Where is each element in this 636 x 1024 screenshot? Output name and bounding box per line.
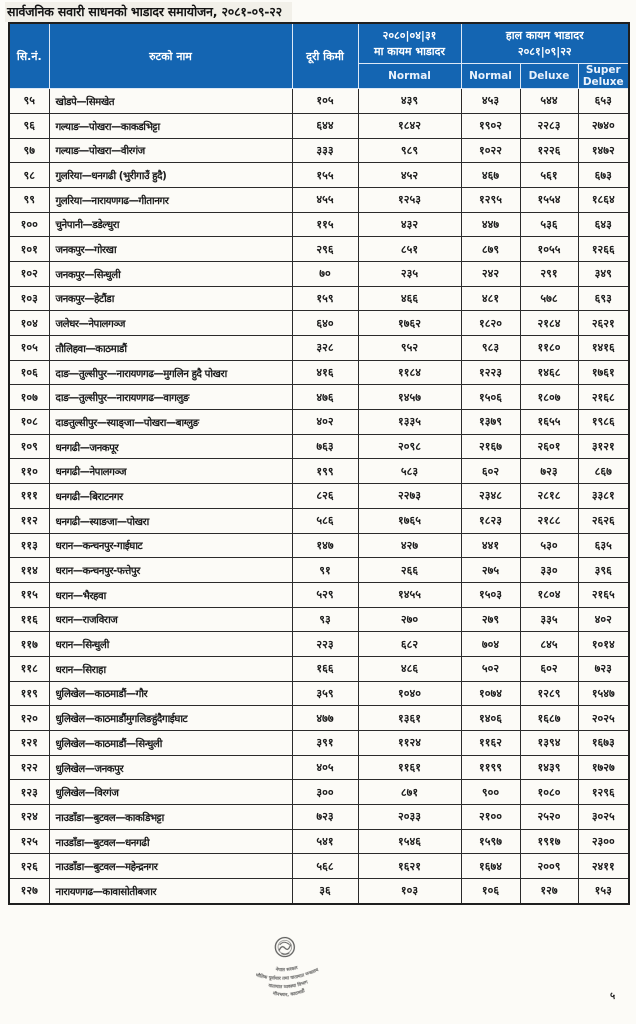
sn-cell: ११५: [9, 582, 49, 607]
deluxe-fare-cell: ११८०: [520, 336, 578, 361]
distance-cell: २२३: [292, 632, 358, 657]
route-cell: गुलरिया—धनगढी (भुरीगाउँ हुदै): [49, 163, 292, 188]
old-normal-fare-cell: १३६१: [358, 706, 461, 731]
sn-cell: ९९: [9, 187, 49, 212]
col-header-route: रुटको नाम: [49, 23, 292, 89]
old-normal-fare-cell: १०४०: [358, 681, 461, 706]
old-normal-fare-cell: ४३२: [358, 212, 461, 237]
deluxe-fare-cell: ७२३: [520, 459, 578, 484]
normal-fare-cell: १०७४: [461, 681, 520, 706]
sn-cell: ९८: [9, 163, 49, 188]
old-normal-fare-cell: १०३: [358, 879, 461, 904]
sn-cell: ११८: [9, 656, 49, 681]
sn-cell: १२५: [9, 829, 49, 854]
deluxe-fare-cell: १८०७: [520, 385, 578, 410]
table-row: [9, 311, 629, 336]
distance-cell: १६६: [292, 656, 358, 681]
super-deluxe-fare-cell: ८६७: [578, 459, 629, 484]
old-normal-fare-cell: २७०: [358, 607, 461, 632]
distance-cell: २९६: [292, 237, 358, 262]
stamp-line-2: भौतिक पूर्वाधार तथा यातायात मन्त्रालय: [254, 967, 320, 982]
old-normal-fare-cell: २०९८: [358, 434, 461, 459]
table-row: [9, 484, 629, 509]
deluxe-fare-cell: ६०२: [520, 656, 578, 681]
super-deluxe-fare-cell: १७६१: [578, 360, 629, 385]
deluxe-fare-cell: १२८९: [520, 681, 578, 706]
stamp-emblem-icon: [275, 937, 296, 958]
deluxe-fare-cell: २६०१: [520, 434, 578, 459]
deluxe-fare-cell: १३९४: [520, 731, 578, 756]
super-deluxe-fare-cell: २३००: [578, 829, 629, 854]
table-row: [9, 261, 629, 286]
sn-cell: १०७: [9, 385, 49, 410]
super-deluxe-fare-cell: १८६४: [578, 187, 629, 212]
normal-fare-cell: ४६७: [461, 163, 520, 188]
route-cell: धरान—राजविराज: [49, 607, 292, 632]
table-row: [9, 385, 629, 410]
old-normal-fare-cell: ४२७: [358, 533, 461, 558]
normal-fare-cell: १३७९: [461, 410, 520, 435]
old-normal-fare-cell: १४५७: [358, 385, 461, 410]
sn-cell: १२६: [9, 854, 49, 879]
normal-fare-cell: १०२२: [461, 138, 520, 163]
table-row: [9, 360, 629, 385]
distance-cell: ९३: [292, 607, 358, 632]
table-row: [9, 212, 629, 237]
super-deluxe-fare-cell: २६२६: [578, 508, 629, 533]
normal-fare-cell: १२९५: [461, 187, 520, 212]
distance-cell: ३००: [292, 780, 358, 805]
sn-cell: १०६: [9, 360, 49, 385]
sn-cell: १२४: [9, 805, 49, 830]
deluxe-fare-cell: ३३५: [520, 607, 578, 632]
normal-fare-cell: १८२०: [461, 311, 520, 336]
route-cell: नाउडाँडा—बुटवल—धनगढी: [49, 829, 292, 854]
distance-cell: ५२९: [292, 582, 358, 607]
deluxe-fare-cell: १६८७: [520, 706, 578, 731]
old-normal-fare-cell: १३३५: [358, 410, 461, 435]
route-cell: जलेधर—नेपालगञ्ज: [49, 311, 292, 336]
sn-cell: ११२: [9, 508, 49, 533]
deluxe-fare-cell: १४३९: [520, 755, 578, 780]
normal-fare-cell: १२२३: [461, 360, 520, 385]
normal-fare-cell: १५०६: [461, 385, 520, 410]
sn-cell: १२२: [9, 755, 49, 780]
normal-fare-cell: ९००: [461, 780, 520, 805]
deluxe-fare-cell: ३३०: [520, 558, 578, 583]
route-cell: धनगढी—बिराटनगर: [49, 484, 292, 509]
route-cell: खोडपे—सिमखेत: [49, 89, 292, 114]
fare-table-body: [9, 89, 629, 904]
distance-cell: ३३३: [292, 138, 358, 163]
sn-cell: ९५: [9, 89, 49, 114]
distance-cell: ११५: [292, 212, 358, 237]
old-normal-fare-cell: १८४२: [358, 113, 461, 138]
sn-cell: ११६: [9, 607, 49, 632]
table-row: [9, 434, 629, 459]
normal-fare-cell: २१६७: [461, 434, 520, 459]
old-normal-fare-cell: ४३९: [358, 89, 461, 114]
table-row: [9, 138, 629, 163]
deluxe-fare-cell: ५३६: [520, 212, 578, 237]
distance-cell: ५४१: [292, 829, 358, 854]
route-cell: धरान—सिराहा: [49, 656, 292, 681]
route-cell: धनगढी—जनकपूर: [49, 434, 292, 459]
deluxe-fare-cell: ५४४: [520, 89, 578, 114]
distance-cell: १५९: [292, 286, 358, 311]
normal-fare-cell: २७५: [461, 558, 520, 583]
route-cell: गल्याङ—पोखरा—वीरगंज: [49, 138, 292, 163]
deluxe-fare-cell: १५५४: [520, 187, 578, 212]
sn-cell: १०३: [9, 286, 49, 311]
table-row: [9, 187, 629, 212]
distance-cell: ४०५: [292, 755, 358, 780]
normal-fare-cell: २७९: [461, 607, 520, 632]
table-row: [9, 780, 629, 805]
route-cell: नारायणगढ—कावासोतीबजार: [49, 879, 292, 904]
distance-cell: ८२६: [292, 484, 358, 509]
normal-fare-cell: १५०३: [461, 582, 520, 607]
super-deluxe-fare-cell: १९८६: [578, 410, 629, 435]
route-cell: जनकपुर—गोरखा: [49, 237, 292, 262]
super-deluxe-fare-cell: ३३८१: [578, 484, 629, 509]
distance-cell: ९१: [292, 558, 358, 583]
distance-cell: १५५: [292, 163, 358, 188]
normal-fare-cell: ४५३: [461, 89, 520, 114]
route-cell: धुलिखेल—काठमाडौंमुगलिङहुंदैगाईघाट: [49, 706, 292, 731]
official-stamp: [247, 931, 327, 1013]
deluxe-fare-cell: १४६८: [520, 360, 578, 385]
col-header-old-fare-group: [358, 23, 461, 64]
old-normal-fare-cell: २२७३: [358, 484, 461, 509]
route-cell: धुलिखेल—काठमाडौं—गौर: [49, 681, 292, 706]
normal-fare-cell: १५९७: [461, 829, 520, 854]
old-normal-fare-cell: ८७१: [358, 780, 461, 805]
old-normal-fare-cell: २६६: [358, 558, 461, 583]
old-normal-fare-cell: ४५२: [358, 163, 461, 188]
route-cell: धनगढी—स्याङजा—पोखरा: [49, 508, 292, 533]
distance-cell: ७६३: [292, 434, 358, 459]
old-normal-fare-cell: १४५५: [358, 582, 461, 607]
table-row: [9, 336, 629, 361]
page-title: सार्वजनिक सवारी साधनको भाडादर समायोजन, २०८१-०९-२२: [5, 2, 292, 22]
old-normal-fare-cell: ४८६: [358, 656, 461, 681]
table-row: [9, 558, 629, 583]
table-row: [9, 681, 629, 706]
super-deluxe-fare-cell: २४११: [578, 854, 629, 879]
route-cell: धरान—कन्चनपुर-फत्तेपुर: [49, 558, 292, 583]
old-normal-fare-cell: ११६१: [358, 755, 461, 780]
normal-fare-cell: १०६: [461, 879, 520, 904]
sn-cell: १०५: [9, 336, 49, 361]
old-normal-fare-cell: १६२१: [358, 854, 461, 879]
sn-cell: ११९: [9, 681, 49, 706]
super-deluxe-fare-cell: ४०२: [578, 607, 629, 632]
normal-fare-cell: ४८१: [461, 286, 520, 311]
super-deluxe-fare-cell: १२६६: [578, 237, 629, 262]
sn-cell: ९६: [9, 113, 49, 138]
deluxe-fare-cell: ५६१: [520, 163, 578, 188]
normal-fare-cell: ८७९: [461, 237, 520, 262]
old-fare-caption: मा कायम भाडादर: [374, 44, 445, 58]
normal-fare-cell: ६०२: [461, 459, 520, 484]
table-row: [9, 879, 629, 904]
old-normal-fare-cell: ४६६: [358, 286, 461, 311]
route-cell: धुलिखेल—विरगंज: [49, 780, 292, 805]
super-deluxe-fare-cell: २१६८: [578, 385, 629, 410]
table-row: [9, 632, 629, 657]
deluxe-fare-cell: १८०४: [520, 582, 578, 607]
route-cell: धुलिखेल—जनकपुर: [49, 755, 292, 780]
old-normal-fare-cell: ११२४: [358, 731, 461, 756]
route-cell: दाङ—तुल्सीपुर—नारायणगढ—वागलुङ: [49, 385, 292, 410]
super-deluxe-fare-cell: २१६५: [578, 582, 629, 607]
fare-table: [8, 22, 630, 905]
col-header-normal: Normal: [461, 64, 520, 89]
sn-cell: १०१: [9, 237, 49, 262]
sn-cell: १०४: [9, 311, 49, 336]
route-cell: धरान—भैरहवा: [49, 582, 292, 607]
super-deluxe-fare-cell: ६७३: [578, 163, 629, 188]
deluxe-fare-cell: १६५५: [520, 410, 578, 435]
table-row: [9, 805, 629, 830]
sn-cell: १००: [9, 212, 49, 237]
sn-cell: ११४: [9, 558, 49, 583]
old-normal-fare-cell: ९८९: [358, 138, 461, 163]
table-row: [9, 656, 629, 681]
old-normal-fare-cell: १७६५: [358, 508, 461, 533]
normal-fare-cell: १८२३: [461, 508, 520, 533]
normal-fare-cell: ५०२: [461, 656, 520, 681]
route-cell: नाउडाँडा—बुटवल—महेन्द्रनगर: [49, 854, 292, 879]
super-deluxe-fare-cell: १२९६: [578, 780, 629, 805]
deluxe-fare-cell: २१८४: [520, 311, 578, 336]
distance-cell: ७०: [292, 261, 358, 286]
distance-cell: ३९१: [292, 731, 358, 756]
super-deluxe-fare-cell: १५३: [578, 879, 629, 904]
super-deluxe-fare-cell: २०२५: [578, 706, 629, 731]
deluxe-fare-cell: २१८८: [520, 508, 578, 533]
route-cell: दाङ—तुल्सीपुर—नारायणगढ—मुगलिन हुदै पोखरा: [49, 360, 292, 385]
distance-cell: १९९: [292, 459, 358, 484]
normal-fare-cell: ७०४: [461, 632, 520, 657]
sn-cell: १०९: [9, 434, 49, 459]
normal-fare-cell: ४४७: [461, 212, 520, 237]
super-deluxe-fare-cell: १४१६: [578, 336, 629, 361]
deluxe-fare-cell: १०५५: [520, 237, 578, 262]
super-deluxe-fare-cell: ७२३: [578, 656, 629, 681]
table-row: [9, 755, 629, 780]
super-deluxe-fare-cell: ६९३: [578, 286, 629, 311]
distance-cell: ७२३: [292, 805, 358, 830]
route-cell: चुनेपानी—डडेल्धुरा: [49, 212, 292, 237]
normal-fare-cell: ११९९: [461, 755, 520, 780]
new-fare-caption: हाल कायम भाडादर: [505, 28, 584, 42]
route-cell: धुलिखेल—काठमाडौं—सिन्धुली: [49, 731, 292, 756]
table-row: [9, 163, 629, 188]
distance-cell: ४७७: [292, 706, 358, 731]
route-cell: नाउडाँडा—बुटवल—काकडिभट्टा: [49, 805, 292, 830]
deluxe-fare-cell: १०८०: [520, 780, 578, 805]
sn-cell: ९७: [9, 138, 49, 163]
new-fare-date: २०८१|०९|२२: [517, 44, 572, 58]
super-deluxe-fare-cell: १०१४: [578, 632, 629, 657]
old-normal-fare-cell: ११८४: [358, 360, 461, 385]
normal-fare-cell: १९०२: [461, 113, 520, 138]
table-row: [9, 854, 629, 879]
normal-fare-cell: ११६२: [461, 731, 520, 756]
super-deluxe-fare-cell: १७२७: [578, 755, 629, 780]
col-header-deluxe: Deluxe: [520, 64, 578, 89]
super-deluxe-fare-cell: ३०२५: [578, 805, 629, 830]
distance-cell: १०५: [292, 89, 358, 114]
deluxe-fare-cell: १२७: [520, 879, 578, 904]
stamp-line-4: मीनभवन, काठमाडौं: [272, 989, 306, 999]
super-deluxe-fare-cell: ६३५: [578, 533, 629, 558]
normal-fare-cell: ४४१: [461, 533, 520, 558]
distance-cell: ६४०: [292, 311, 358, 336]
table-row: [9, 237, 629, 262]
old-normal-fare-cell: ६८२: [358, 632, 461, 657]
sn-cell: ११०: [9, 459, 49, 484]
super-deluxe-fare-cell: १५४७: [578, 681, 629, 706]
deluxe-fare-cell: १२२६: [520, 138, 578, 163]
sn-cell: १०८: [9, 410, 49, 435]
sn-cell: १२३: [9, 780, 49, 805]
col-header-super-deluxe: Super Deluxe: [578, 64, 629, 89]
table-row: [9, 607, 629, 632]
sn-cell: ११३: [9, 533, 49, 558]
normal-fare-cell: १६७४: [461, 854, 520, 879]
table-row: [9, 113, 629, 138]
table-row: [9, 89, 629, 114]
table-row: [9, 829, 629, 854]
table-row: [9, 582, 629, 607]
super-deluxe-fare-cell: ३१२१: [578, 434, 629, 459]
deluxe-fare-cell: १९१७: [520, 829, 578, 854]
old-normal-fare-cell: १२५३: [358, 187, 461, 212]
old-normal-fare-cell: ५८३: [358, 459, 461, 484]
route-cell: धरान—कन्चनपुर-गाईघाट: [49, 533, 292, 558]
distance-cell: ५६८: [292, 854, 358, 879]
deluxe-fare-cell: २८१८: [520, 484, 578, 509]
route-cell: धरान—सिन्धुली: [49, 632, 292, 657]
deluxe-fare-cell: ५३०: [520, 533, 578, 558]
stamp-line-3: यातायात व्यवस्था विभाग: [267, 980, 309, 991]
page-number: ५: [610, 991, 616, 1002]
route-cell: जनकपुर—सिन्धुली: [49, 261, 292, 286]
route-cell: तौलिहवा—काठमाडौं: [49, 336, 292, 361]
normal-fare-cell: १४०६: [461, 706, 520, 731]
old-normal-fare-cell: १७६२: [358, 311, 461, 336]
route-cell: दाङतुल्सीपुर—स्याङ्जा—पोखरा—बाग्लुङ: [49, 410, 292, 435]
super-deluxe-fare-cell: २७४०: [578, 113, 629, 138]
deluxe-fare-cell: २२८३: [520, 113, 578, 138]
super-deluxe-fare-cell: ६५३: [578, 89, 629, 114]
fare-table-header: [9, 23, 629, 89]
deluxe-fare-cell: ८४५: [520, 632, 578, 657]
distance-cell: ४५५: [292, 187, 358, 212]
col-header-distance: दूरी किमी: [292, 23, 358, 89]
old-normal-fare-cell: २०३३: [358, 805, 461, 830]
distance-cell: १४७: [292, 533, 358, 558]
table-row: [9, 459, 629, 484]
table-row: [9, 286, 629, 311]
route-cell: जनकपुर—हेटौंडा: [49, 286, 292, 311]
old-normal-fare-cell: १५४६: [358, 829, 461, 854]
table-row: [9, 706, 629, 731]
deluxe-fare-cell: ५७८: [520, 286, 578, 311]
old-normal-fare-cell: ९५२: [358, 336, 461, 361]
sn-cell: १२१: [9, 731, 49, 756]
stamp-line-1: नेपाल सरकार: [275, 965, 299, 974]
route-cell: गुलरिया—नारायणगढ—गीतानगर: [49, 187, 292, 212]
normal-fare-cell: २४२: [461, 261, 520, 286]
table-row: [9, 731, 629, 756]
super-deluxe-fare-cell: ३९६: [578, 558, 629, 583]
distance-cell: ५८६: [292, 508, 358, 533]
old-fare-date: २०८०|०४|३१: [382, 28, 437, 42]
svg-text:नेपाल सरकार: [274, 964, 300, 975]
super-deluxe-fare-cell: ३४९: [578, 261, 629, 286]
distance-cell: ६४४: [292, 113, 358, 138]
deluxe-fare-cell: २९१: [520, 261, 578, 286]
normal-fare-cell: २१००: [461, 805, 520, 830]
sn-cell: १०२: [9, 261, 49, 286]
sn-cell: १२७: [9, 879, 49, 904]
normal-fare-cell: २३४८: [461, 484, 520, 509]
distance-cell: ४१६: [292, 360, 358, 385]
super-deluxe-fare-cell: १६७३: [578, 731, 629, 756]
old-normal-fare-cell: २३५: [358, 261, 461, 286]
route-cell: धनगढी—नेपालगञ्ज: [49, 459, 292, 484]
old-normal-fare-cell: ८५१: [358, 237, 461, 262]
sn-cell: १२०: [9, 706, 49, 731]
distance-cell: ४०२: [292, 410, 358, 435]
super-deluxe-fare-cell: ६४३: [578, 212, 629, 237]
table-row: [9, 410, 629, 435]
distance-cell: ३६: [292, 879, 358, 904]
route-cell: गल्याङ—पोखरा—काकडभिट्टा: [49, 113, 292, 138]
deluxe-fare-cell: २००९: [520, 854, 578, 879]
sn-cell: १११: [9, 484, 49, 509]
normal-fare-cell: ९८३: [461, 336, 520, 361]
col-header-sn: सि.नं.: [9, 23, 49, 89]
distance-cell: ३२८: [292, 336, 358, 361]
table-row: [9, 533, 629, 558]
distance-cell: ३५९: [292, 681, 358, 706]
col-header-old-normal: Normal: [358, 64, 461, 89]
col-header-new-fare-group: [461, 23, 629, 64]
super-deluxe-fare-cell: १४७२: [578, 138, 629, 163]
distance-cell: ४७६: [292, 385, 358, 410]
table-row: [9, 508, 629, 533]
sn-cell: ११७: [9, 632, 49, 657]
super-deluxe-fare-cell: २६२१: [578, 311, 629, 336]
deluxe-fare-cell: २५२०: [520, 805, 578, 830]
